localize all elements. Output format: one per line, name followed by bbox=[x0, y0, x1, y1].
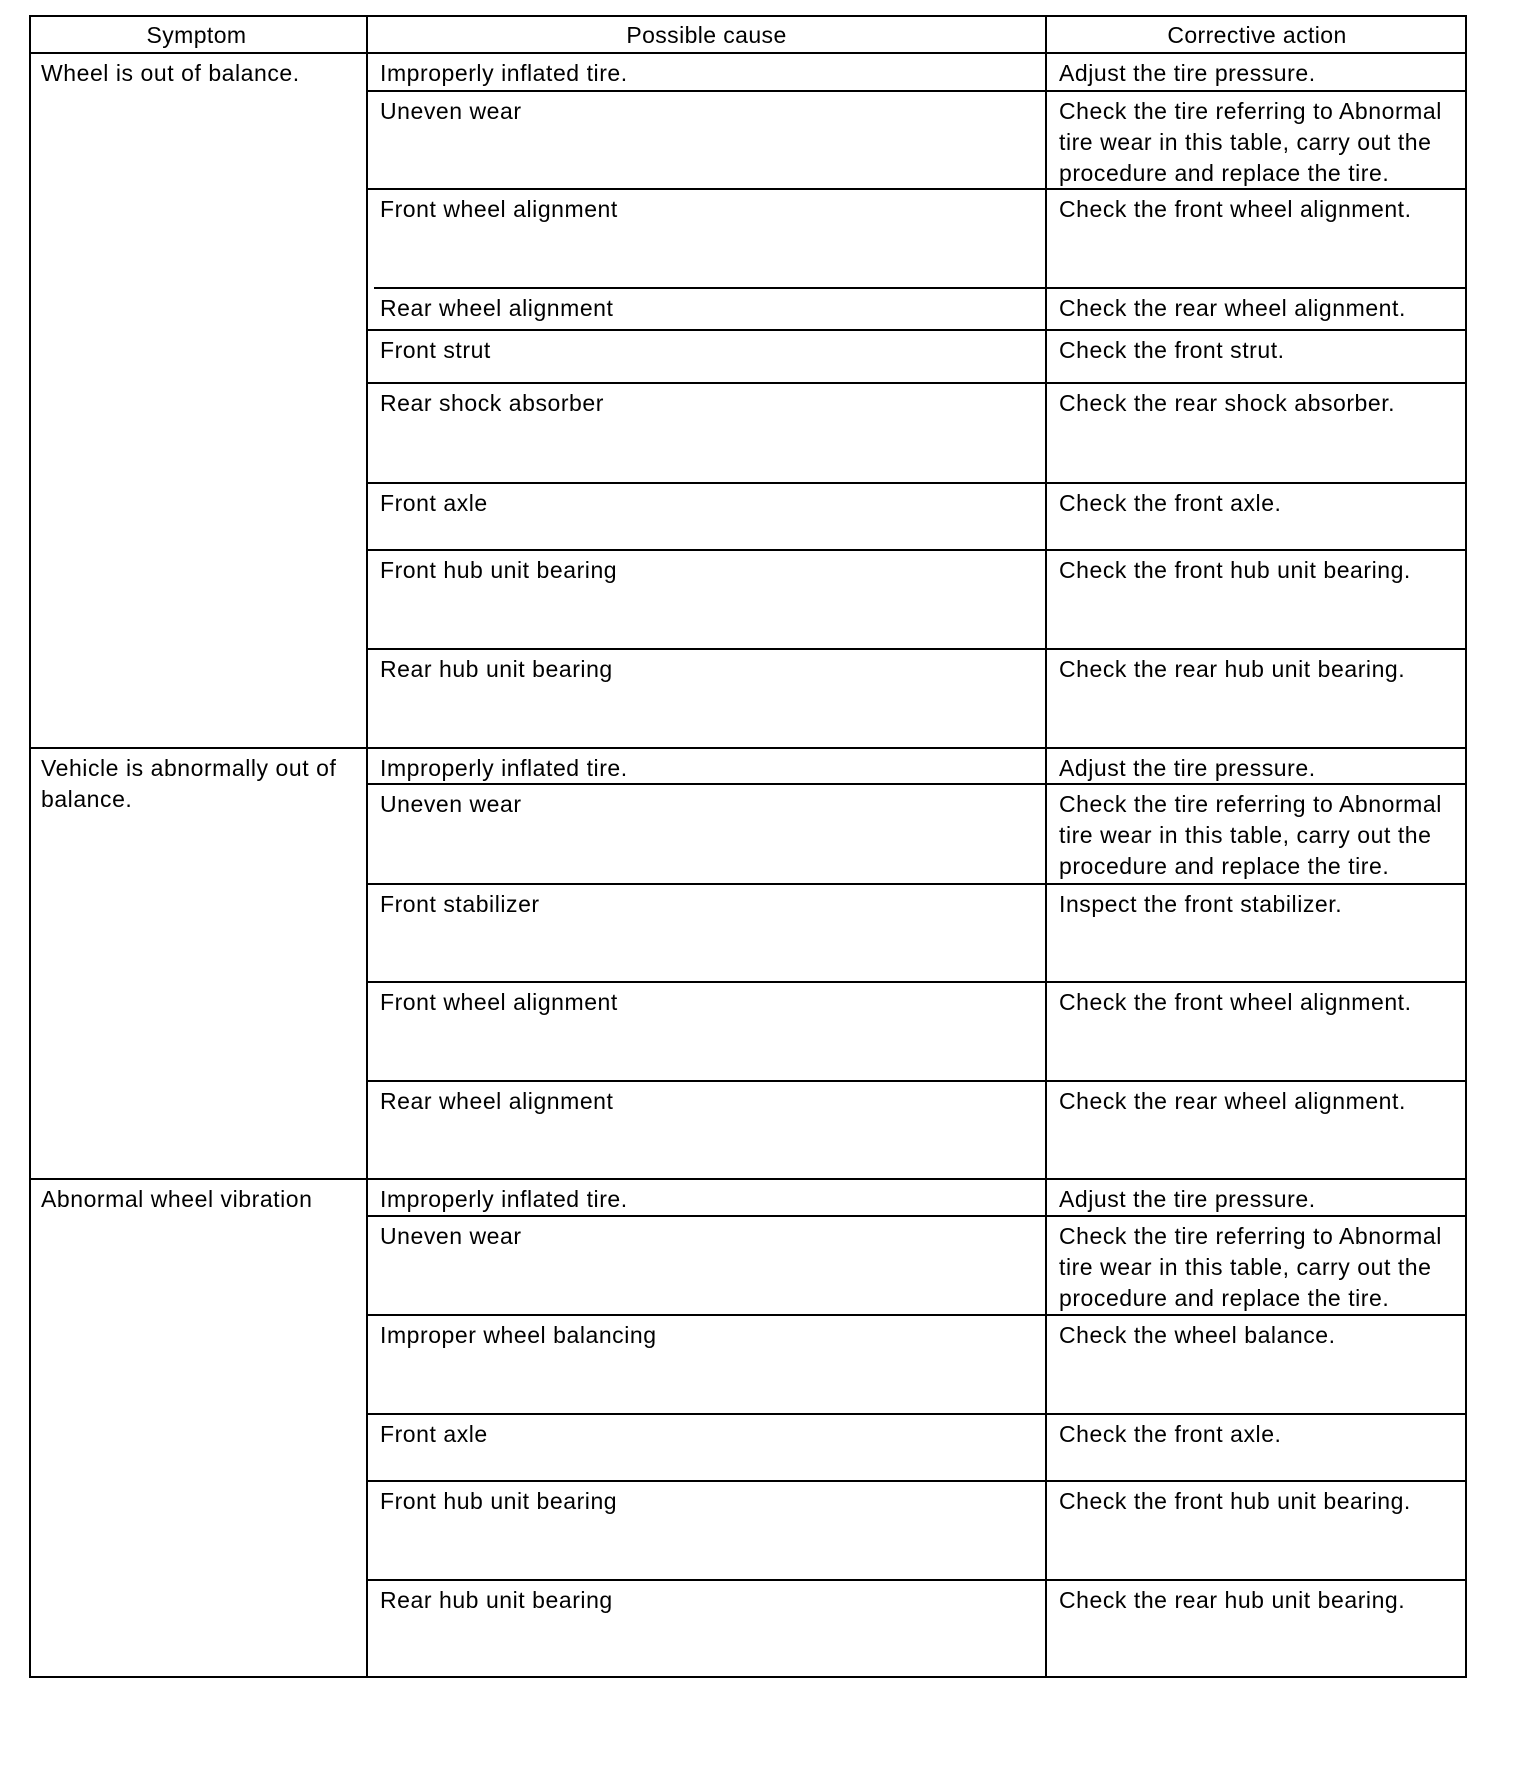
possible-cause-cell: Improper wheel balancing bbox=[380, 1322, 657, 1348]
possible-cause-cell: Uneven wear bbox=[380, 791, 522, 817]
symptom-cell: Wheel is out of balance. bbox=[41, 60, 300, 86]
possible-cause-cell: Improperly inflated tire. bbox=[380, 755, 628, 781]
corrective-action-cell: Check the rear hub unit bearing. bbox=[1059, 1587, 1406, 1613]
corrective-action-cell: Check the rear shock absorber. bbox=[1059, 390, 1396, 416]
corrective-action-cell: Check the tire referring to Abnormal tire wear in this table, carry out the procedure and replace the tire. bbox=[1059, 791, 1442, 879]
possible-cause-cell: Rear hub unit bearing bbox=[380, 656, 613, 682]
possible-cause-cell: Uneven wear bbox=[380, 98, 522, 124]
possible-cause-cell: Front hub unit bearing bbox=[380, 1488, 618, 1514]
corrective-action-cell: Check the rear wheel alignment. bbox=[1059, 295, 1406, 321]
corrective-action-cell: Check the front axle. bbox=[1059, 490, 1282, 516]
possible-cause-cell: Uneven wear bbox=[380, 1223, 522, 1249]
corrective-action-cell: Check the tire referring to Abnormal tire wear in this table, carry out the procedure and replace the tire. bbox=[1059, 1223, 1442, 1311]
corrective-action-cell: Check the front axle. bbox=[1059, 1421, 1282, 1447]
header-corrective-action: Corrective action bbox=[1167, 22, 1347, 48]
header-symptom: Symptom bbox=[146, 22, 247, 48]
symptom-cell: Vehicle is abnormally out of balance. bbox=[41, 755, 337, 812]
possible-cause-cell: Front strut bbox=[380, 337, 491, 363]
possible-cause-cell: Rear wheel alignment bbox=[380, 295, 614, 321]
possible-cause-cell: Front stabilizer bbox=[380, 891, 540, 917]
possible-cause-cell: Front hub unit bearing bbox=[380, 557, 618, 583]
possible-cause-cell: Front wheel alignment bbox=[380, 196, 618, 222]
possible-cause-cell: Rear shock absorber bbox=[380, 390, 604, 416]
possible-cause-cell: Rear hub unit bearing bbox=[380, 1587, 613, 1613]
corrective-action-cell: Adjust the tire pressure. bbox=[1059, 755, 1316, 781]
corrective-action-cell: Check the rear wheel alignment. bbox=[1059, 1088, 1406, 1114]
corrective-action-cell: Check the wheel balance. bbox=[1059, 1322, 1336, 1348]
corrective-action-cell: Adjust the tire pressure. bbox=[1059, 1186, 1316, 1212]
troubleshooting-table bbox=[29, 15, 1467, 1678]
symptom-cell: Abnormal wheel vibration bbox=[41, 1186, 313, 1212]
header-possible-cause: Possible cause bbox=[626, 22, 787, 48]
corrective-action-cell: Check the front strut. bbox=[1059, 337, 1285, 363]
corrective-action-cell: Check the tire referring to Abnormal tire wear in this table, carry out the procedure and replace the tire. bbox=[1059, 98, 1442, 186]
possible-cause-cell: Improperly inflated tire. bbox=[380, 1186, 628, 1212]
corrective-action-cell: Check the front hub unit bearing. bbox=[1059, 1488, 1411, 1514]
corrective-action-cell: Check the rear hub unit bearing. bbox=[1059, 656, 1406, 682]
possible-cause-cell: Rear wheel alignment bbox=[380, 1088, 614, 1114]
possible-cause-cell: Front wheel alignment bbox=[380, 989, 618, 1015]
possible-cause-cell: Improperly inflated tire. bbox=[380, 60, 628, 86]
corrective-action-cell: Adjust the tire pressure. bbox=[1059, 60, 1316, 86]
corrective-action-cell: Check the front wheel alignment. bbox=[1059, 196, 1412, 222]
possible-cause-cell: Front axle bbox=[380, 490, 488, 516]
corrective-action-cell: Check the front wheel alignment. bbox=[1059, 989, 1412, 1015]
corrective-action-cell: Check the front hub unit bearing. bbox=[1059, 557, 1411, 583]
corrective-action-cell: Inspect the front stabilizer. bbox=[1059, 891, 1343, 917]
possible-cause-cell: Front axle bbox=[380, 1421, 488, 1447]
